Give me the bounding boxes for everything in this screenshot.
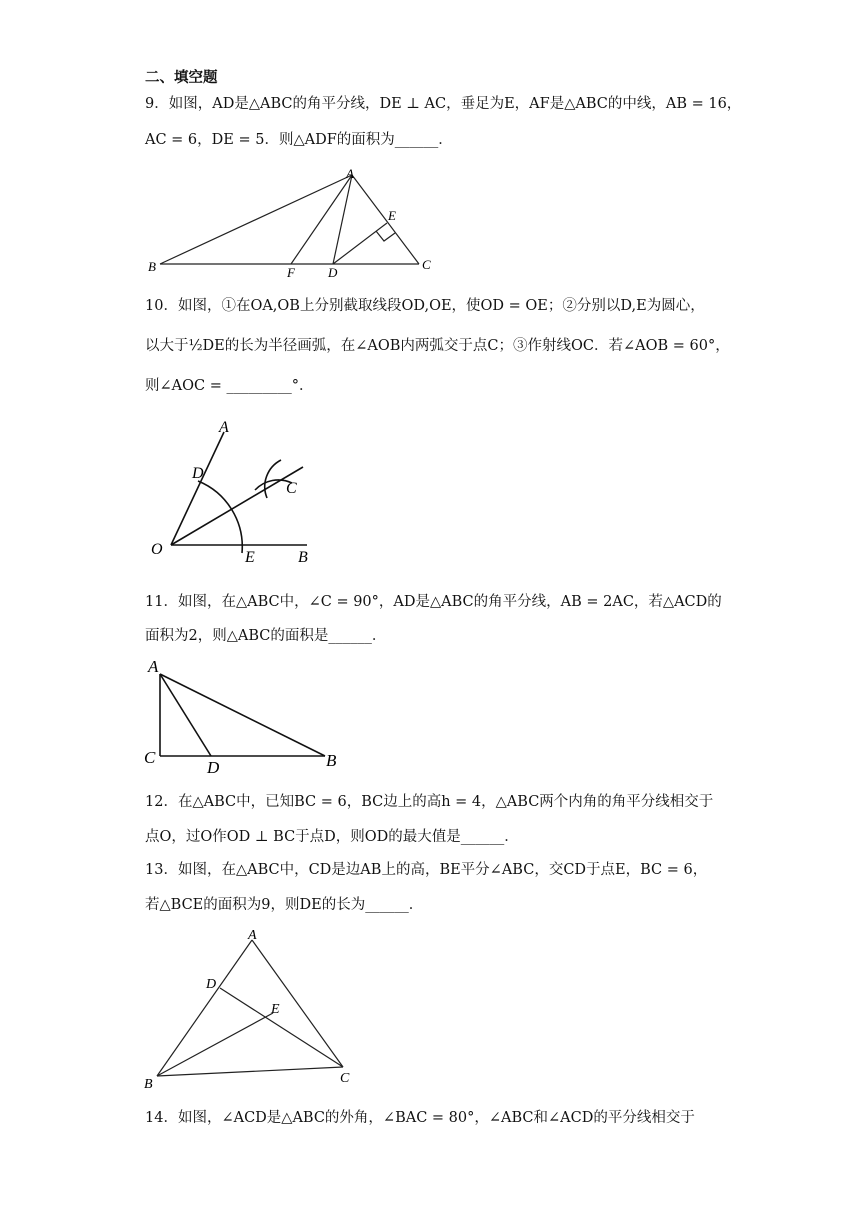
question-11-line-2: 面积为2，则△ABC的面积是______． — [145, 628, 387, 644]
question-14-line-1: 14．如图，∠ACD是△ABC的外角，∠BAC = 80°，∠ABC和∠ACD的平分线相交于 — [145, 1110, 695, 1126]
question-9-line-2: AC = 6，DE = 5．则△ADF的面积为______． — [145, 132, 453, 148]
q10-label-c: C — [286, 480, 297, 497]
q13-label-a: A — [248, 928, 257, 943]
question-9-line-1: 9．如图，AD是△ABC的角平分线，DE ⊥ AC，垂足为E，AF是△ABC的中线，AB = 16， — [145, 96, 742, 112]
question-9-figure — [140, 165, 450, 285]
q11-label-a: A — [148, 657, 159, 676]
q13-label-e: E — [271, 1002, 280, 1017]
q9-label-c: C — [422, 257, 431, 272]
q11-label-b: B — [326, 751, 337, 770]
question-11-figure — [140, 652, 350, 776]
q10-label-e: E — [245, 549, 255, 566]
q13-label-c: C — [340, 1071, 350, 1086]
q13-label-d: D — [206, 977, 217, 992]
q9-label-a: A — [346, 166, 354, 181]
q9-label-e: E — [388, 208, 396, 223]
question-10-line-2: 以大于½DE的长为半径画弧，在∠AOB内两弧交于点C；③作射线OC．若∠AOB = 60°， — [145, 338, 730, 354]
q11-label-d: D — [207, 758, 220, 777]
question-10-line-1: 10．如图，①在OA,OB上分别截取线段OD,OE，使OD = OE；②分别以D,E为圆心， — [145, 298, 705, 314]
q13-label-b: B — [144, 1077, 153, 1092]
q10-label-d: D — [192, 465, 204, 482]
q9-label-f: F — [287, 265, 295, 280]
q9-label-d: D — [328, 265, 338, 280]
section-heading: 二、填空题 — [145, 70, 218, 86]
q10-label-a: A — [219, 419, 229, 436]
question-13-line-2: 若△BCE的面积为9，则DE的长为______． — [145, 897, 424, 913]
question-12-line-2: 点O，过O作OD ⊥ BC于点D，则OD的最大值是______． — [145, 829, 519, 845]
q10-label-b: B — [298, 549, 308, 566]
question-12-line-1: 12．在△ABC中，已知BC = 6，BC边上的高h = 4，△ABC两个内角的角平分线相交于 — [145, 794, 714, 810]
q9-label-b: B — [148, 259, 156, 274]
q10-label-o: O — [151, 541, 163, 558]
question-13-figure — [140, 925, 370, 1095]
question-11-line-1: 11．如图，在△ABC中，∠C = 90°，AD是△ABC的角平分线，AB = 2AC，若△ACD的 — [145, 594, 722, 610]
question-10-figure — [145, 410, 325, 570]
q11-label-c: C — [144, 748, 156, 767]
question-13-line-1: 13．如图，在△ABC中，CD是边AB上的高，BE平分∠ABC，交CD于点E，BC = 6， — [145, 862, 708, 878]
question-10-line-3: 则∠AOC = _________°． — [145, 378, 314, 394]
